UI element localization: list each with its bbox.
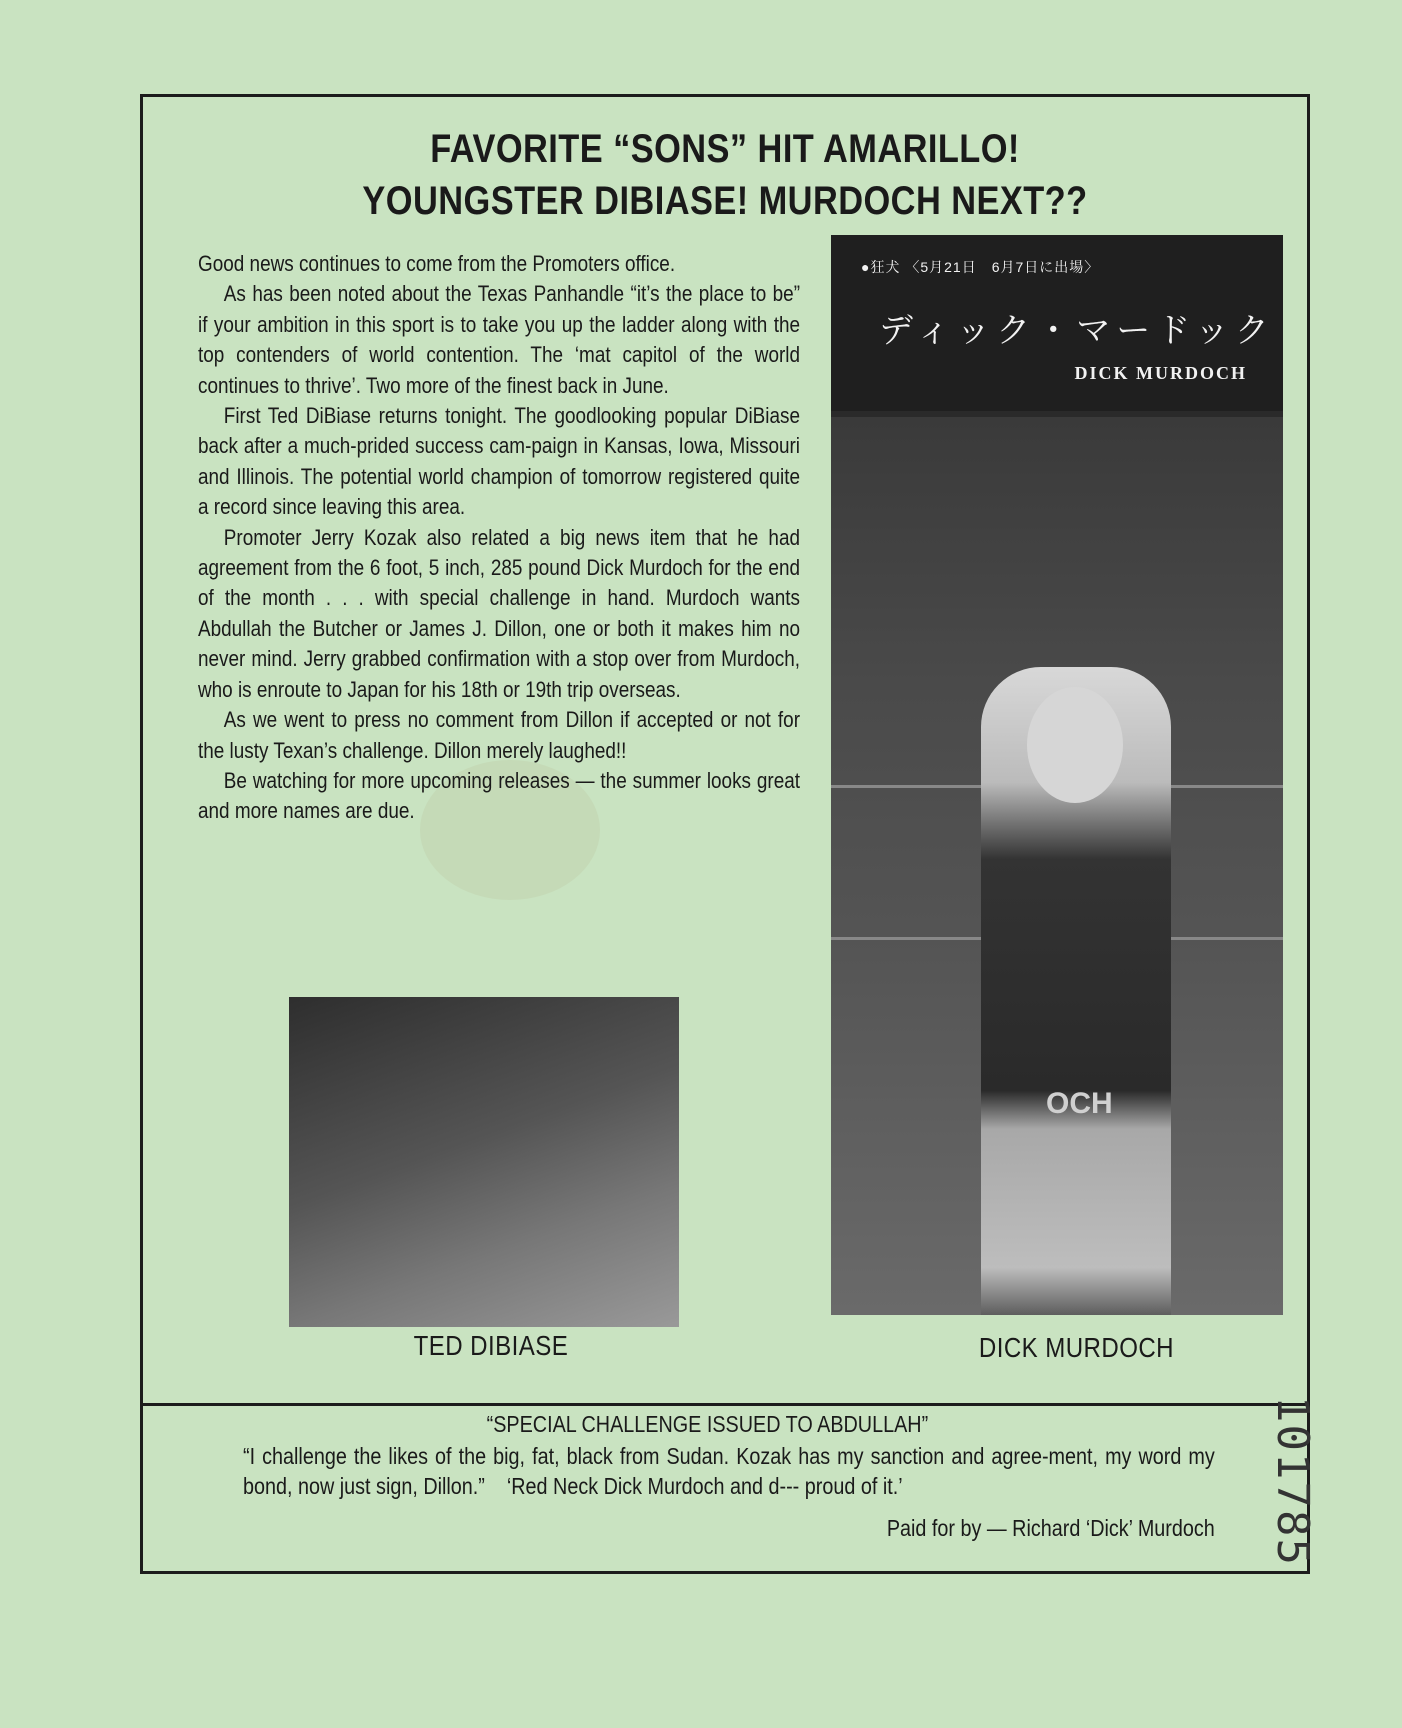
caption-dick-murdoch: DICK MURDOCH	[978, 1332, 1175, 1363]
challenge-box	[243, 1409, 1215, 1543]
article-paragraph: Promoter Jerry Kozak also related a big news item that he had agreement from the 6 foot, 5 inch, 285 pound Dick Murdoch for the end of the month . . . with special challenge in hand. Murdoch wants Abdullah the Butcher or James J. Dillon, one or both it makes him no never mind. Jerry grabbed confirmation with a stop over from Murdoch, who is enroute to Japan for his 18th or 19th trip overseas.	[198, 524, 801, 702]
headline-line-1: FAVORITE “SONS” HIT AMARILLO!	[430, 127, 1020, 171]
murdoch-photo	[831, 235, 1283, 1315]
caption-ted-dibiase: TED DIBIASE	[413, 1330, 569, 1361]
article-paragraph: Be watching for more upcoming releases — the summer looks great and more names are due.	[198, 767, 801, 824]
japanese-date-line: ●狂犬 〈5月21日 6月7日に出場〉	[861, 259, 1100, 275]
challenge-title: “SPECIAL CHALLENGE ISSUED TO ABDULLAH”	[486, 1411, 929, 1437]
article-paragraph: As has been noted about the Texas Panhandle “it’s the place to be” if your ambition in this sport is to take you up the ladder along with the top contenders of world contention. The ‘mat capitol of the world continues to thrive’. Two more of the finest back in June.	[198, 281, 801, 398]
headline	[224, 123, 1225, 227]
article-body	[198, 249, 800, 827]
jacket-lettering: OCH	[1046, 1087, 1113, 1120]
section-divider	[143, 1403, 1307, 1406]
wrestler-photo-image	[831, 417, 1283, 1315]
article-paragraph: As we went to press no comment from Dillon if accepted or not for the lusty Texan’s challenge. Dillon merely laughed!!	[198, 707, 801, 763]
japanese-name: ディック・マードック	[879, 312, 1275, 350]
article-paragraph: Good news continues to come from the Promoters office.	[198, 251, 676, 276]
article-frame	[140, 94, 1310, 1574]
english-name: DICK MURDOCH	[1074, 363, 1247, 383]
wrestler-head	[1027, 687, 1123, 803]
challenge-body: “I challenge the likes of the big, fat, black from Sudan. Kozak has my sanction and agree-ment, my word my bond, now just sign, Dillon.” ‘Red Neck Dick Murdoch and d--- proud of it.’	[243, 1443, 1215, 1499]
article-paragraph: First Ted DiBiase returns tonight. The goodlooking popular DiBiase back after a much-prided success cam-paign in Kansas, Iowa, Missouri and Illinois. The potential world champion of tomorrow registered quite a record since leaving this area.	[198, 403, 801, 520]
challenge-signature: Paid for by — Richard ‘Dick’ Murdoch	[886, 1515, 1215, 1541]
headline-line-2: YOUNGSTER DIBIASE! MURDOCH NEXT??	[362, 179, 1088, 223]
japanese-caption-header	[831, 235, 1283, 411]
teddi-photo	[289, 997, 679, 1327]
archive-stamp-number: 101785	[1267, 1396, 1318, 1567]
